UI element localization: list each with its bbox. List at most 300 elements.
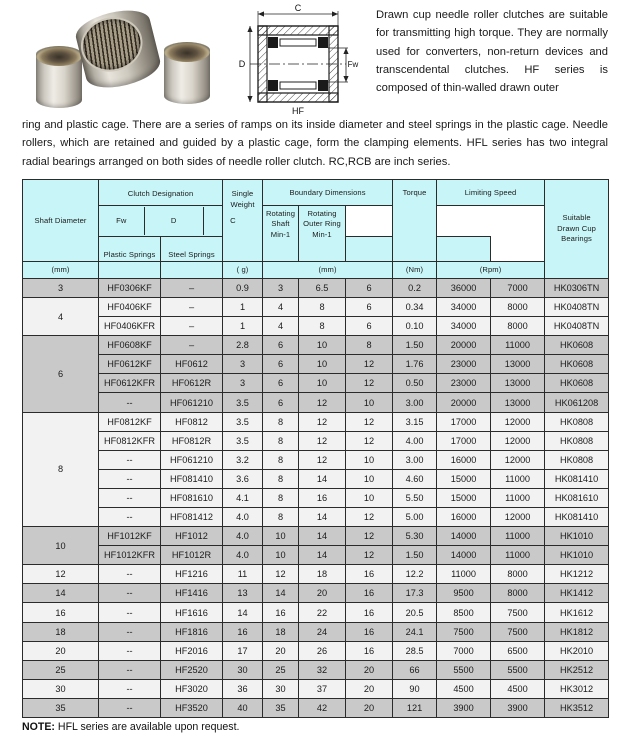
bearing-bore xyxy=(36,46,82,66)
th-shaft-diameter: Shaft Diameter xyxy=(23,179,99,261)
cell-single-weight: 4.1 xyxy=(223,488,263,507)
cell-single-weight: 11 xyxy=(223,565,263,584)
cell-torque: 5.30 xyxy=(393,527,437,546)
th-torque: Torque xyxy=(393,179,437,261)
cell-fw: 3 xyxy=(263,278,299,297)
cell-d: 14 xyxy=(299,508,346,527)
cell-plastic-springs: -- xyxy=(99,698,161,717)
cell-rotating-outer-speed: 8000 xyxy=(491,584,545,603)
cell-shaft-diameter: 35 xyxy=(23,698,99,717)
cell-plastic-springs: HF1012KF xyxy=(99,527,161,546)
cell-c: 16 xyxy=(346,641,393,660)
cell-plastic-springs: HF0612KF xyxy=(99,355,161,374)
th-c: C xyxy=(203,207,262,235)
cell-rotating-outer-speed: 5500 xyxy=(491,660,545,679)
cell-rotating-shaft-speed: 7000 xyxy=(437,641,491,660)
cell-rotating-outer-speed: 6500 xyxy=(491,641,545,660)
cell-suitable-bearing: HK1812 xyxy=(545,622,609,641)
th-rotating-outer-line2: Outer Ring xyxy=(303,219,341,229)
cell-steel-springs: HF081412 xyxy=(161,508,223,527)
cell-rotating-outer-speed: 13000 xyxy=(491,374,545,393)
cell-suitable-bearing: HK081410 xyxy=(545,508,609,527)
cell-rotating-shaft-speed: 4500 xyxy=(437,679,491,698)
cell-fw: 8 xyxy=(263,508,299,527)
cell-single-weight: 1 xyxy=(223,317,263,336)
cell-fw: 8 xyxy=(263,450,299,469)
table-row xyxy=(23,450,609,469)
cell-suitable-bearing: HK1010 xyxy=(545,527,609,546)
cell-steel-springs: HF1012 xyxy=(161,527,223,546)
cell-steel-springs: HF2016 xyxy=(161,641,223,660)
cell-suitable-bearing: HK0808 xyxy=(545,412,609,431)
cell-shaft-diameter: 20 xyxy=(23,641,99,660)
th-fw: Fw xyxy=(99,207,144,235)
cell-suitable-bearing: HK081410 xyxy=(545,469,609,488)
th-weight-unit: ( g) xyxy=(223,261,263,278)
cell-c: 10 xyxy=(346,488,393,507)
cell-fw: 20 xyxy=(263,641,299,660)
cell-plastic-springs: -- xyxy=(99,393,161,412)
cell-suitable-bearing: HK0408TN xyxy=(545,297,609,316)
specification-table xyxy=(22,179,609,718)
cell-suitable-bearing: HK2010 xyxy=(545,641,609,660)
table-row xyxy=(23,603,609,622)
cell-single-weight: 4.0 xyxy=(223,508,263,527)
cell-plastic-springs: -- xyxy=(99,565,161,584)
cell-fw: 4 xyxy=(263,297,299,316)
cell-torque: 4.60 xyxy=(393,469,437,488)
cell-rotating-shaft-speed: 14000 xyxy=(437,546,491,565)
cell-fw: 10 xyxy=(263,527,299,546)
cell-c: 12 xyxy=(346,412,393,431)
cell-fw: 16 xyxy=(263,603,299,622)
cell-c: 6 xyxy=(346,278,393,297)
cell-steel-springs: HF3020 xyxy=(161,679,223,698)
cell-rotating-outer-speed: 11000 xyxy=(491,469,545,488)
cell-steel-springs: HF061210 xyxy=(161,393,223,412)
cell-fw: 6 xyxy=(263,355,299,374)
cell-torque: 5.50 xyxy=(393,488,437,507)
cell-plastic-springs: HF0812KFR xyxy=(99,431,161,450)
cell-fw: 30 xyxy=(263,679,299,698)
cell-torque: 4.00 xyxy=(393,431,437,450)
drawing-caption-hf: HF xyxy=(292,106,304,116)
cell-plastic-springs: -- xyxy=(99,469,161,488)
cell-plastic-springs: -- xyxy=(99,508,161,527)
cell-fw: 6 xyxy=(263,393,299,412)
table-row xyxy=(23,412,609,431)
cell-suitable-bearing: HK061208 xyxy=(545,393,609,412)
th-steel-springs: Steel Springs xyxy=(161,236,223,261)
th-shaft-diameter-unit: (mm) xyxy=(23,261,99,278)
cell-rotating-shaft-speed: 17000 xyxy=(437,431,491,450)
cell-d: 20 xyxy=(299,584,346,603)
cell-rotating-shaft-speed: 23000 xyxy=(437,355,491,374)
bearing-photo-right xyxy=(164,42,210,104)
cell-fw: 35 xyxy=(263,698,299,717)
table-row xyxy=(23,622,609,641)
cell-steel-springs: HF081610 xyxy=(161,488,223,507)
th-single-weight-line1: Single xyxy=(231,188,254,198)
bearing-photo-center xyxy=(72,4,164,94)
cell-rotating-outer-speed: 4500 xyxy=(491,679,545,698)
table-row xyxy=(23,297,609,316)
table-row xyxy=(23,546,609,565)
cell-suitable-bearing: HK0608 xyxy=(545,355,609,374)
cell-d: 37 xyxy=(299,679,346,698)
cell-rotating-shaft-speed: 16000 xyxy=(437,450,491,469)
table-row xyxy=(23,679,609,698)
table-row xyxy=(23,374,609,393)
th-speed-unit: (Rpm) xyxy=(437,261,545,278)
th-suitable-line3: Bearings xyxy=(561,234,592,244)
cell-torque: 12.2 xyxy=(393,565,437,584)
cell-plastic-springs: HF0612KFR xyxy=(99,374,161,393)
cell-d: 12 xyxy=(299,393,346,412)
table-row xyxy=(23,641,609,660)
cell-torque: 28.5 xyxy=(393,641,437,660)
cell-shaft-diameter: 16 xyxy=(23,603,99,622)
cell-d: 12 xyxy=(299,431,346,450)
cell-torque: 20.5 xyxy=(393,603,437,622)
intro-paragraph-right: Drawn cup needle roller clutches are suitable for transmitting high torque. They are normally used for converters, non-return devices and transcendental clutches. HF series is composed of thin-walled drawn outer xyxy=(376,9,608,95)
th-rotating-outer-ring xyxy=(299,205,346,261)
cell-single-weight: 3.2 xyxy=(223,450,263,469)
cell-shaft-diameter: 3 xyxy=(23,278,99,297)
cell-torque: 121 xyxy=(393,698,437,717)
table-row xyxy=(23,336,609,355)
cell-fw: 18 xyxy=(263,622,299,641)
cell-c: 10 xyxy=(346,450,393,469)
cell-torque: 0.10 xyxy=(393,317,437,336)
cell-steel-springs: HF0812R xyxy=(161,431,223,450)
cell-fw: 14 xyxy=(263,584,299,603)
table-body xyxy=(23,278,609,717)
cell-rotating-shaft-speed: 8500 xyxy=(437,603,491,622)
cell-rotating-outer-speed: 12000 xyxy=(491,412,545,431)
cell-suitable-bearing: HK081610 xyxy=(545,488,609,507)
cell-c: 20 xyxy=(346,679,393,698)
cell-suitable-bearing: HK2512 xyxy=(545,660,609,679)
cell-rotating-outer-speed: 11000 xyxy=(491,336,545,355)
header-section xyxy=(0,0,630,120)
cell-rotating-shaft-speed: 11000 xyxy=(437,565,491,584)
cell-fw: 8 xyxy=(263,488,299,507)
th-suitable-line2: Drawn Cup xyxy=(557,223,596,233)
th-rotating-shaft-line1: Rotating xyxy=(265,208,296,218)
th-plastic-springs: Plastic Springs xyxy=(99,236,161,261)
cell-rotating-outer-speed: 13000 xyxy=(491,355,545,374)
note-label: NOTE: xyxy=(22,721,55,733)
cell-shaft-diameter: 10 xyxy=(23,527,99,565)
cell-torque: 0.50 xyxy=(393,374,437,393)
cell-suitable-bearing: HK0808 xyxy=(545,450,609,469)
cell-suitable-bearing: HK1212 xyxy=(545,565,609,584)
cell-torque: 3.00 xyxy=(393,450,437,469)
cell-shaft-diameter: 12 xyxy=(23,565,99,584)
th-torque-unit: (Nm) xyxy=(393,261,437,278)
cell-single-weight: 14 xyxy=(223,603,263,622)
cell-c: 12 xyxy=(346,546,393,565)
cell-suitable-bearing: HK3512 xyxy=(545,698,609,717)
cell-d: 8 xyxy=(299,317,346,336)
cell-fw: 4 xyxy=(263,317,299,336)
cell-suitable-bearing: HK0608 xyxy=(545,374,609,393)
th-suitable-bearings xyxy=(545,179,609,278)
note-text: HFL series are available upon request. xyxy=(54,721,240,733)
dim-label-fw: Fw xyxy=(347,60,359,69)
cell-single-weight: 4.0 xyxy=(223,527,263,546)
th-rotating-shaft-line2: Shaft xyxy=(271,219,290,229)
cell-rotating-outer-speed: 7500 xyxy=(491,622,545,641)
table-row xyxy=(23,508,609,527)
cell-plastic-springs: -- xyxy=(99,622,161,641)
cell-steel-springs: HF081410 xyxy=(161,469,223,488)
dim-label-c: C xyxy=(294,4,302,13)
th-clutch-designation: Clutch Designation xyxy=(99,179,223,205)
cell-torque: 1.50 xyxy=(393,336,437,355)
cell-steel-springs: HF061210 xyxy=(161,450,223,469)
specification-table-wrap xyxy=(0,171,630,718)
cell-plastic-springs: -- xyxy=(99,660,161,679)
cell-single-weight: 2.8 xyxy=(223,336,263,355)
cell-torque: 3.00 xyxy=(393,393,437,412)
cell-steel-springs: HF0612R xyxy=(161,374,223,393)
cell-d: 12 xyxy=(299,450,346,469)
cell-rotating-shaft-speed: 15000 xyxy=(437,469,491,488)
cell-rotating-outer-speed: 8000 xyxy=(491,297,545,316)
cell-shaft-diameter: 6 xyxy=(23,336,99,412)
cell-suitable-bearing: HK1412 xyxy=(545,584,609,603)
cell-steel-springs: – xyxy=(161,336,223,355)
cell-fw: 8 xyxy=(263,469,299,488)
cell-torque: 1.76 xyxy=(393,355,437,374)
table-row xyxy=(23,488,609,507)
cell-single-weight: 4.0 xyxy=(223,546,263,565)
cell-plastic-springs: HF0406KF xyxy=(99,297,161,316)
cell-shaft-diameter: 14 xyxy=(23,584,99,603)
cell-plastic-springs: -- xyxy=(99,641,161,660)
cell-fw: 12 xyxy=(263,565,299,584)
cell-rotating-outer-speed: 11000 xyxy=(491,488,545,507)
cell-rotating-outer-speed: 7500 xyxy=(491,603,545,622)
cell-torque: 5.00 xyxy=(393,508,437,527)
cell-torque: 0.34 xyxy=(393,297,437,316)
cell-rotating-outer-speed: 11000 xyxy=(491,527,545,546)
cell-steel-springs: HF2520 xyxy=(161,660,223,679)
cell-d: 14 xyxy=(299,546,346,565)
cell-c: 12 xyxy=(346,431,393,450)
cell-c: 8 xyxy=(346,336,393,355)
cell-rotating-outer-speed: 3900 xyxy=(491,698,545,717)
cell-d: 22 xyxy=(299,603,346,622)
cell-c: 12 xyxy=(346,527,393,546)
table-row xyxy=(23,565,609,584)
table-row xyxy=(23,393,609,412)
cell-shaft-diameter: 30 xyxy=(23,679,99,698)
cell-single-weight: 1 xyxy=(223,297,263,316)
cell-c: 16 xyxy=(346,622,393,641)
cell-plastic-springs: HF0306KF xyxy=(99,278,161,297)
cell-plastic-springs: HF0812KF xyxy=(99,412,161,431)
cell-c: 10 xyxy=(346,469,393,488)
cell-shaft-diameter: 4 xyxy=(23,297,99,335)
cell-steel-springs: HF1216 xyxy=(161,565,223,584)
cell-rotating-shaft-speed: 20000 xyxy=(437,393,491,412)
cell-d: 10 xyxy=(299,336,346,355)
cell-c: 6 xyxy=(346,297,393,316)
th-rotating-shaft xyxy=(263,205,299,261)
cell-c: 20 xyxy=(346,698,393,717)
cell-plastic-springs: -- xyxy=(99,603,161,622)
cell-steel-springs: HF1012R xyxy=(161,546,223,565)
note-line xyxy=(0,718,630,733)
cell-plastic-springs: -- xyxy=(99,584,161,603)
cell-c: 6 xyxy=(346,317,393,336)
cell-single-weight: 0.9 xyxy=(223,278,263,297)
cell-single-weight: 30 xyxy=(223,660,263,679)
cell-d: 24 xyxy=(299,622,346,641)
cell-d: 26 xyxy=(299,641,346,660)
cell-torque: 0.2 xyxy=(393,278,437,297)
cell-plastic-springs: HF0608KF xyxy=(99,336,161,355)
cell-suitable-bearing: HK0808 xyxy=(545,431,609,450)
cell-single-weight: 40 xyxy=(223,698,263,717)
th-suitable-line1: Suitable xyxy=(562,213,591,223)
bearing-photo-left xyxy=(36,46,82,108)
cell-rotating-outer-speed: 12000 xyxy=(491,450,545,469)
cell-rotating-outer-speed: 7000 xyxy=(491,278,545,297)
cell-d: 6.5 xyxy=(299,278,346,297)
cell-steel-springs: – xyxy=(161,317,223,336)
cell-d: 10 xyxy=(299,374,346,393)
cell-rotating-shaft-speed: 7500 xyxy=(437,622,491,641)
hf-cross-section-svg xyxy=(236,4,366,116)
cell-rotating-shaft-speed: 3900 xyxy=(437,698,491,717)
bearing-bore xyxy=(164,42,210,62)
cell-d: 12 xyxy=(299,412,346,431)
cell-single-weight: 3.5 xyxy=(223,431,263,450)
cell-steel-springs: HF1816 xyxy=(161,622,223,641)
cell-single-weight: 16 xyxy=(223,622,263,641)
needle-roller-bore xyxy=(75,11,148,78)
cross-section-drawing xyxy=(236,4,366,116)
th-boundary-dimensions: Boundary Dimensions xyxy=(263,179,393,205)
cell-steel-springs: – xyxy=(161,297,223,316)
cell-rotating-outer-speed: 12000 xyxy=(491,508,545,527)
cell-c: 16 xyxy=(346,603,393,622)
cell-rotating-outer-speed: 12000 xyxy=(491,431,545,450)
cell-c: 12 xyxy=(346,374,393,393)
cell-single-weight: 3.5 xyxy=(223,412,263,431)
cell-suitable-bearing: HK0408TN xyxy=(545,317,609,336)
cell-fw: 25 xyxy=(263,660,299,679)
th-boundary-unit: (mm) xyxy=(263,261,393,278)
cell-suitable-bearing: HK0306TN xyxy=(545,278,609,297)
cell-torque: 3.15 xyxy=(393,412,437,431)
product-photo xyxy=(22,4,222,116)
cell-plastic-springs: -- xyxy=(99,488,161,507)
cell-rotating-shaft-speed: 34000 xyxy=(437,317,491,336)
cell-c: 12 xyxy=(346,508,393,527)
cell-rotating-shaft-speed: 34000 xyxy=(437,297,491,316)
table-row xyxy=(23,584,609,603)
cell-rotating-outer-speed: 8000 xyxy=(491,317,545,336)
cell-c: 16 xyxy=(346,565,393,584)
cell-rotating-outer-speed: 13000 xyxy=(491,393,545,412)
cell-steel-springs: HF1616 xyxy=(161,603,223,622)
table-row xyxy=(23,527,609,546)
cell-rotating-outer-speed: 11000 xyxy=(491,546,545,565)
cell-d: 16 xyxy=(299,488,346,507)
intro-paragraph-continued: ring and plastic cage. There are a series of ramps on its inside diameter and steel springs in the plastic cage. Needle rollers, which are retained and guided by a plastic cage, form the clamping elements. HFL series has two integral radial bearings arranged on both sides of needle roller clutch. RC,RCB are inch series. xyxy=(22,119,608,168)
dim-label-d: D xyxy=(238,59,246,69)
table-row xyxy=(23,355,609,374)
cell-shaft-diameter: 25 xyxy=(23,660,99,679)
cell-suitable-bearing: HK0608 xyxy=(545,336,609,355)
cell-d: 32 xyxy=(299,660,346,679)
cell-fw: 6 xyxy=(263,374,299,393)
cell-steel-springs: HF1416 xyxy=(161,584,223,603)
cell-rotating-shaft-speed: 17000 xyxy=(437,412,491,431)
th-rotating-outer-line3: Min-1 xyxy=(312,229,332,239)
cell-fw: 10 xyxy=(263,546,299,565)
cell-single-weight: 3.5 xyxy=(223,393,263,412)
table-row xyxy=(23,431,609,450)
cell-rotating-shaft-speed: 20000 xyxy=(437,336,491,355)
cell-steel-springs: HF0812 xyxy=(161,412,223,431)
cell-rotating-shaft-speed: 9500 xyxy=(437,584,491,603)
cell-rotating-shaft-speed: 14000 xyxy=(437,527,491,546)
table-row xyxy=(23,698,609,717)
cell-rotating-shaft-speed: 5500 xyxy=(437,660,491,679)
cell-torque: 24.1 xyxy=(393,622,437,641)
cell-single-weight: 17 xyxy=(223,641,263,660)
cell-rotating-shaft-speed: 16000 xyxy=(437,508,491,527)
th-rotating-shaft-line3: Min-1 xyxy=(270,229,291,239)
cell-steel-springs: HF0612 xyxy=(161,355,223,374)
table-row xyxy=(23,278,609,297)
cell-single-weight: 36 xyxy=(223,679,263,698)
cell-plastic-springs: -- xyxy=(99,679,161,698)
cell-torque: 17.3 xyxy=(393,584,437,603)
th-single-weight-line2: Weight xyxy=(230,199,255,209)
cell-rotating-outer-speed: 8000 xyxy=(491,565,545,584)
cell-d: 14 xyxy=(299,469,346,488)
cell-c: 10 xyxy=(346,393,393,412)
cell-rotating-shaft-speed: 23000 xyxy=(437,374,491,393)
cell-steel-springs: HF3520 xyxy=(161,698,223,717)
cell-shaft-diameter: 18 xyxy=(23,622,99,641)
cell-rotating-shaft-speed: 36000 xyxy=(437,278,491,297)
th-d: D xyxy=(144,207,203,235)
cell-rotating-shaft-speed: 15000 xyxy=(437,488,491,507)
cell-fw: 8 xyxy=(263,412,299,431)
cell-single-weight: 3.6 xyxy=(223,469,263,488)
cell-single-weight: 3 xyxy=(223,374,263,393)
cell-steel-springs: – xyxy=(161,278,223,297)
cell-fw: 8 xyxy=(263,431,299,450)
cell-c: 12 xyxy=(346,355,393,374)
cell-torque: 1.50 xyxy=(393,546,437,565)
th-limiting-speed: Limiting Speed xyxy=(437,179,545,205)
cell-fw: 6 xyxy=(263,336,299,355)
cell-plastic-springs: HF1012KFR xyxy=(99,546,161,565)
cell-d: 18 xyxy=(299,565,346,584)
th-rotating-outer-line1: Rotating xyxy=(307,208,337,218)
table-row xyxy=(23,660,609,679)
cell-d: 8 xyxy=(299,297,346,316)
